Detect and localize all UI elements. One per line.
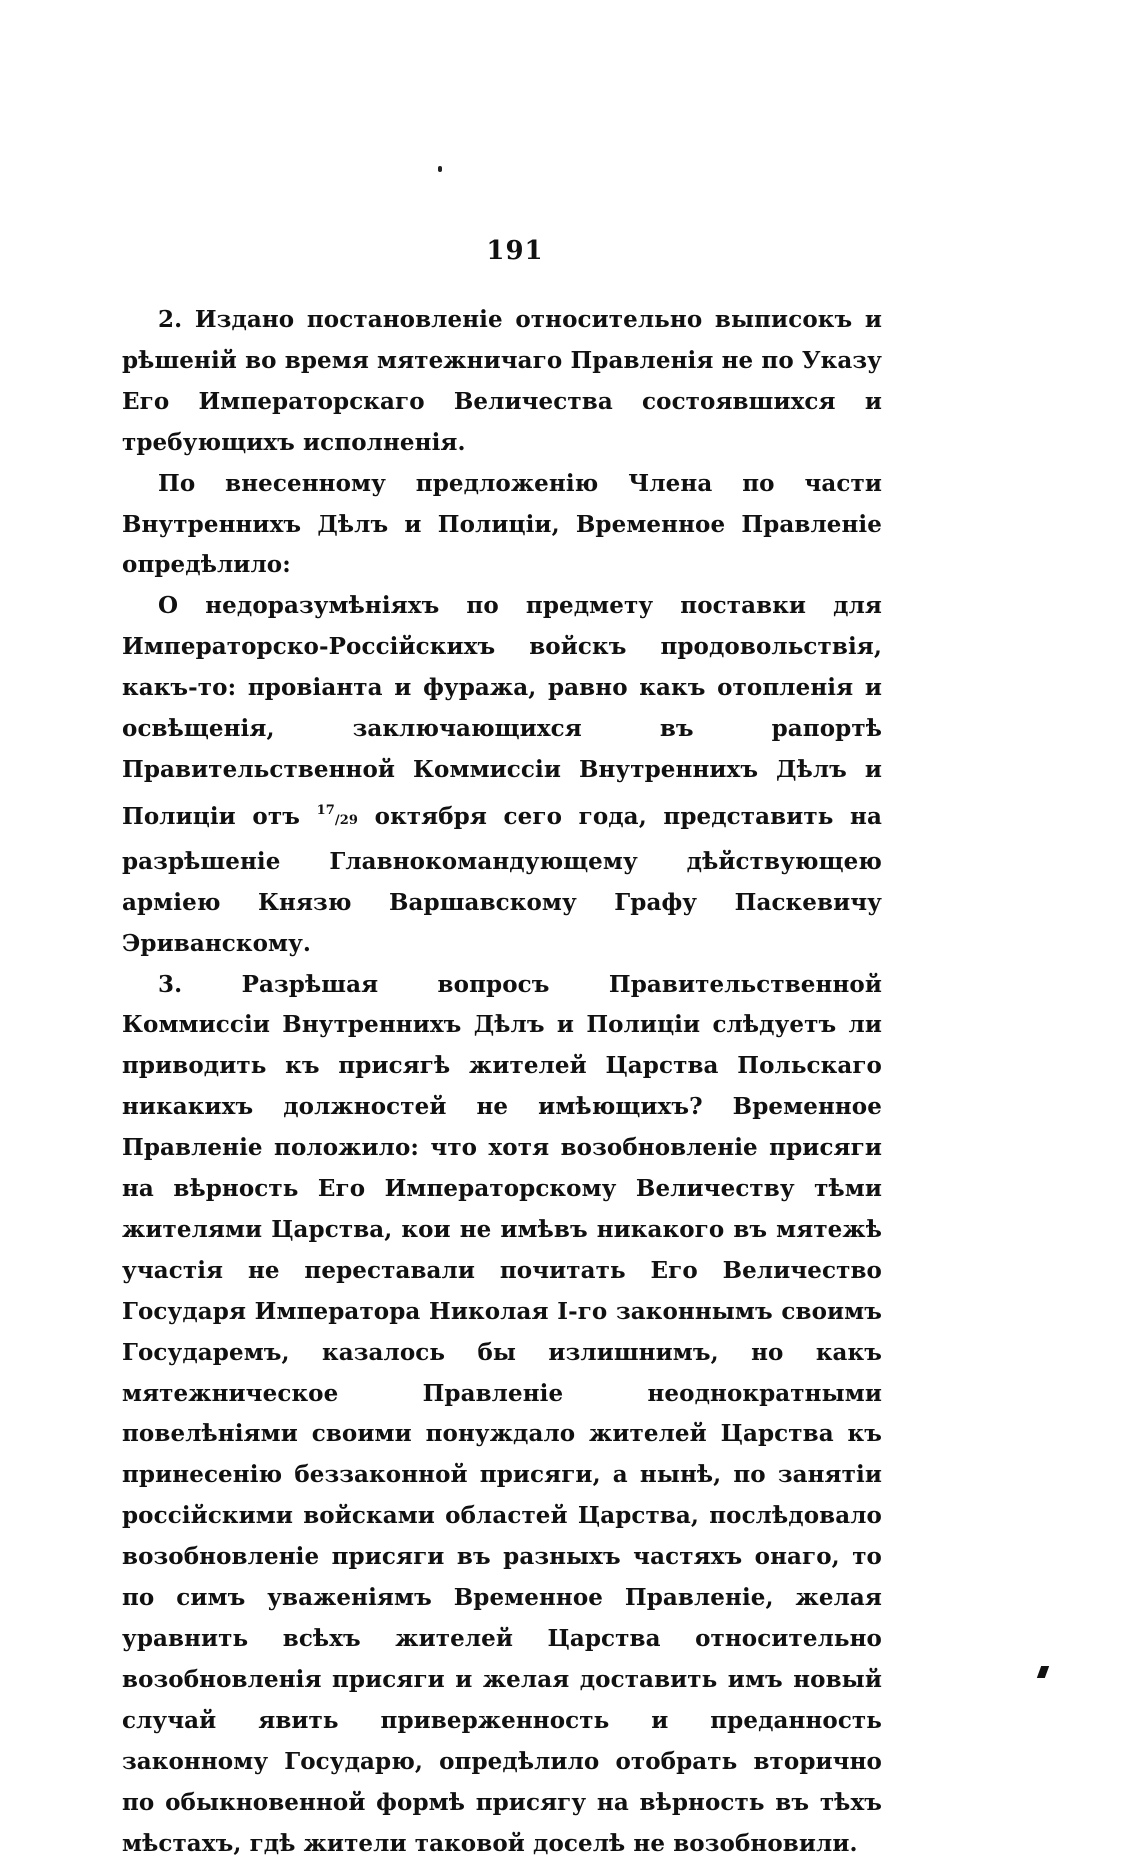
paragraph-supplies-text: О недоразумѣніяхъ по предмету поставки для Императорско-Россійскихъ войскъ продовольствія, какъ-то: провіанта и фуража, равно какъ отопленія и освѣщенія, заключающихся въ рапортѣ Правительственной Коммиссіи Внутреннихъ Дѣлъ и Полиціи отъ xyxy=(122,592,882,830)
paragraph-supplies xyxy=(122,586,882,964)
date-numerator: 17 xyxy=(316,802,335,818)
page-number: 191 xyxy=(486,236,544,266)
paragraph-decree-3: 3. Разрѣшая вопросъ Правительственной Коммиссіи Внутреннихъ Дѣлъ и Полиціи слѣдуетъ ли приводить къ присягѣ жителей Царства Польскаго никакихъ должностей не имѣющихъ? Временное Правленіе положило: что хотя возобновленіе присяги на вѣрность Его Императорскому Величеству тѣми жителями Царства, кои не имѣвъ никакого въ мятежѣ участія не переставали почитать Его Величество Государя Императора Николая I-го законнымъ своимъ Государемъ, казалось бы излишнимъ, но какъ мятежническое Правленіе неоднократными повелѣніями своими понуждало жителей Царства къ принесенію беззаконной присяги, а нынѣ, по занятіи россійскими войсками областей Царства, послѣдовало возобновленіе присяги въ разныхъ частяхъ онаго, то по симъ уваженіямъ Временное Правленіе, желая уравнить всѣхъ жителей Царства относительно возобновленія присяги и желая доставить имъ новый случай явить приверженность и преданность законному Государю, опредѣлило отобрать вторично по обыкновенной формѣ присягу на вѣрность въ тѣхъ мѣстахъ, гдѣ жители таковой доселѣ не возобновили. xyxy=(122,970,882,1857)
paragraph-supplies-text-end: октября сего года, представить на разрѣшеніе Главнокомандующему дѣйствующею арміею Князю Варшавскому Графу Паскевичу Эриванскому. xyxy=(122,802,882,957)
body-text xyxy=(122,300,882,1864)
paragraph-proposal: По внесенному предложенію Члена по части Внутреннихъ Дѣлъ и Полиціи, Временное Правленіе опредѣлило: xyxy=(122,469,882,579)
ink-speck xyxy=(438,166,442,172)
paragraph-decree-2: 2. Издано постановленіе относительно выписокъ и рѣшеній во время мятежничаго Правленія не по Указу Его Императорскаго Величества состоявшихся и требующихъ исполненія. xyxy=(122,306,882,456)
ink-mark xyxy=(1037,1666,1049,1678)
date-denominator: /29 xyxy=(334,812,359,828)
